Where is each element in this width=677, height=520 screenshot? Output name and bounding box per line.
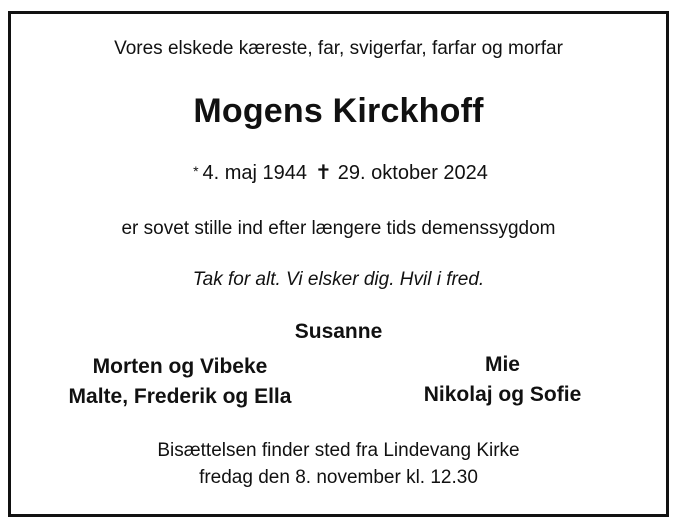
family-left-line: Malte, Frederik og Ella: [68, 385, 292, 408]
life-dates: [0, 160, 677, 185]
funeral-line: Bisættelsen finder sted fra Lindevang Kirke: [157, 440, 520, 461]
cause-text: er sovet stille ind efter længere tids demenssygdom: [121, 218, 556, 239]
family-right: [395, 350, 610, 410]
family-right-line: Mie: [484, 353, 520, 376]
spouse-name: Susanne: [294, 320, 383, 343]
star-icon: *: [193, 163, 199, 179]
family-left-line: Morten og Vibeke: [92, 355, 268, 378]
cross-icon: ✝: [315, 162, 332, 184]
funeral-line: fredag den 8. november kl. 12.30: [199, 467, 478, 488]
death-date: 29. oktober 2024: [337, 162, 488, 184]
deceased-name: Mogens Kirckhoff: [193, 92, 484, 130]
birth-date: 4. maj 1944: [202, 162, 308, 184]
funeral-info: [0, 437, 677, 491]
thanks-text: Tak for alt. Vi elsker dig. Hvil i fred.: [192, 269, 485, 290]
family-right-line: Nikolaj og Sofie: [423, 383, 582, 406]
family-left: [40, 352, 320, 412]
intro-text: Vores elskede kæreste, far, svigerfar, farfar og morfar: [114, 38, 563, 59]
